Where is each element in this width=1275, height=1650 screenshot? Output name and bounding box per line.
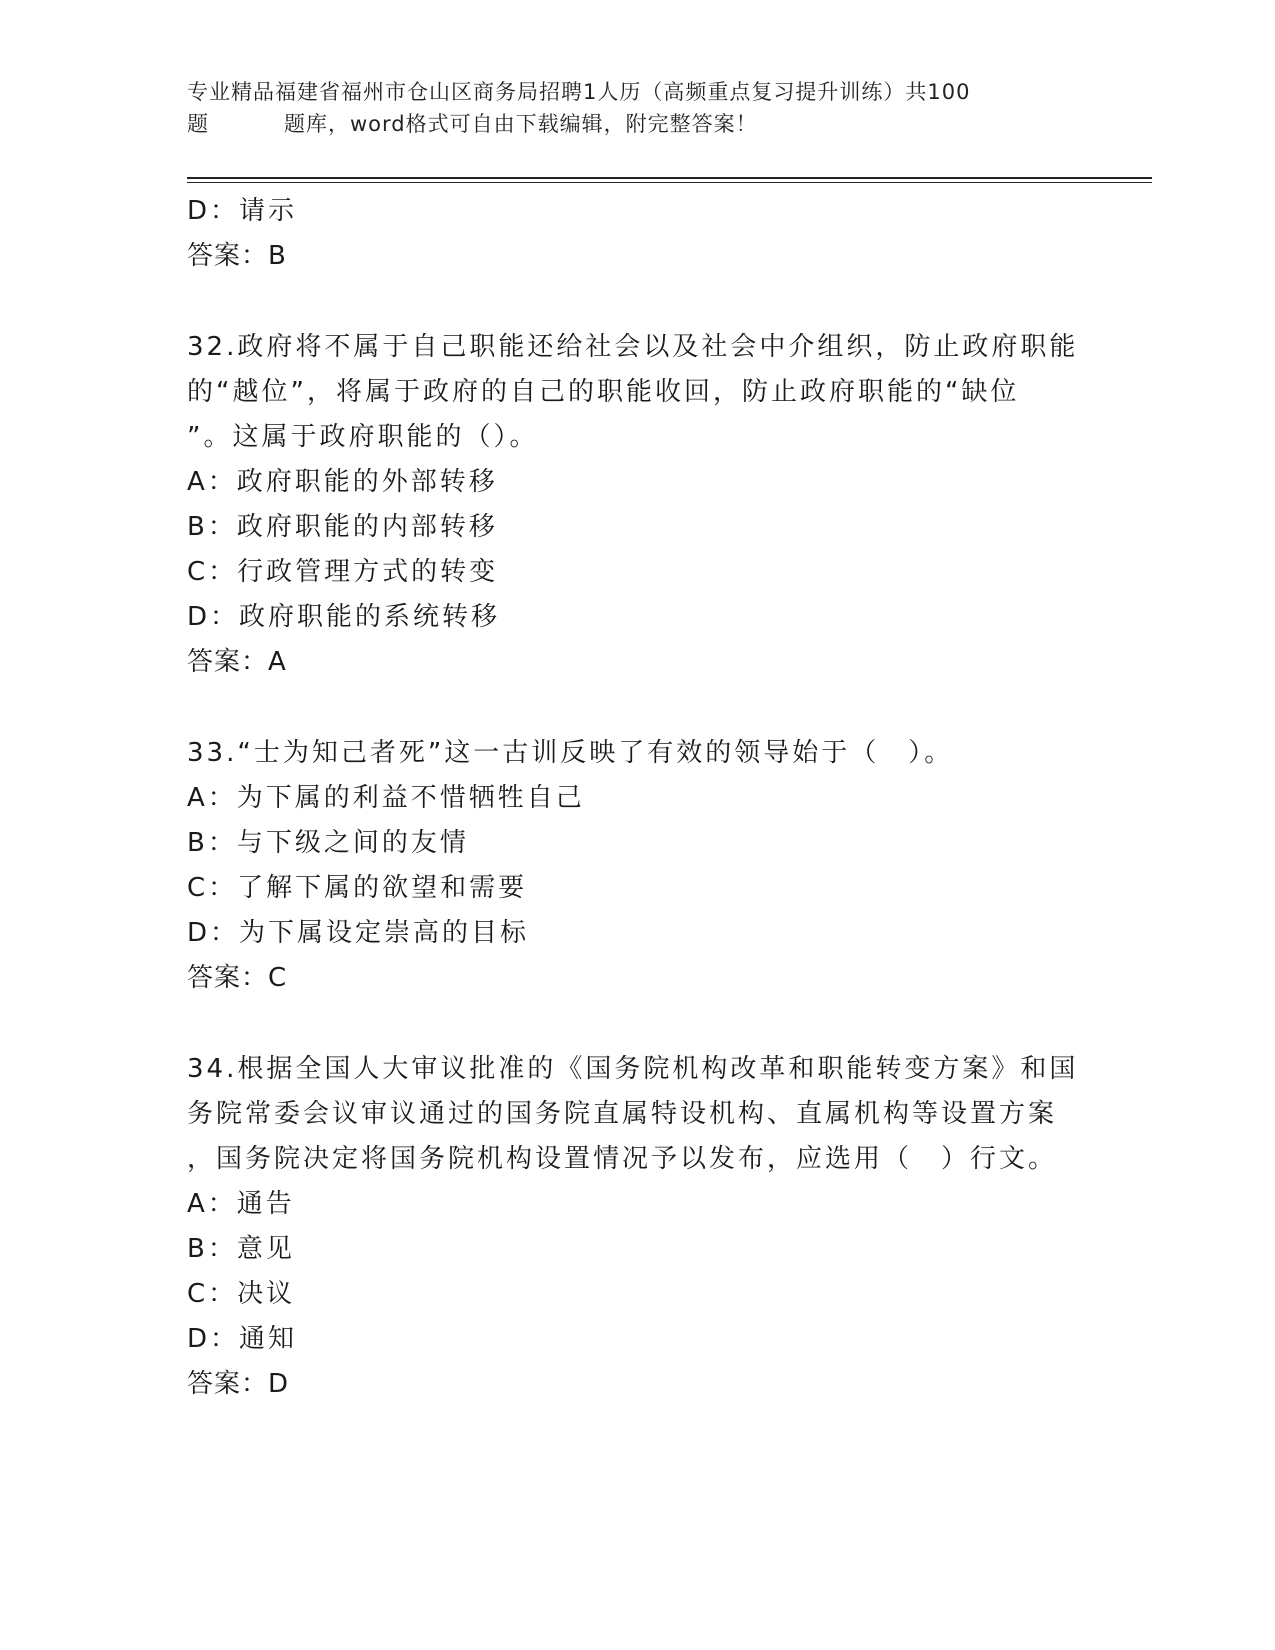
option-b: B：意见 [187,1234,295,1264]
option-a: A：通告 [187,1189,295,1219]
option-d: D：政府职能的系统转移 [187,602,501,632]
question-stem-line: 34.根据全国人大审议批准的《国务院机构改革和职能转变方案》和国 [187,1054,1079,1084]
question-32 [187,325,1087,685]
answer-line: 答案：D [187,1369,290,1399]
header-divider-thick [187,177,1152,179]
option-b: B：政府职能的内部转移 [187,512,498,542]
option-b: B：与下级之间的友情 [187,828,469,858]
question-stem-line: 33.“士为知己者死”这一古训反映了有效的领导始于（ ）。 [187,738,954,768]
header-divider-thin [187,182,1152,183]
question-stem-line: ，国务院决定将国务院机构设置情况予以发布，应选用（ ）行文。 [187,1144,1058,1174]
question-stem-line: ”。这属于政府职能的（）。 [187,422,539,452]
option-c: C：行政管理方式的转变 [187,557,499,587]
question-stem-line: 的“越位”，将属于政府的自己的职能收回，防止政府职能的“缺位 [187,377,1020,407]
question-content [187,189,1087,1407]
question-stem-line: 务院常委会议审议通过的国务院直属特设机构、直属机构等设置方案 [187,1099,1058,1129]
previous-question-tail [187,189,1087,279]
header-title-line-2 [187,108,1087,140]
question-34 [187,1047,1087,1407]
answer-line: 答案：C [187,963,288,993]
option-c: C：了解下属的欲望和需要 [187,873,528,903]
option-d: D：为下属设定崇高的目标 [187,918,530,948]
answer-line: 答案：A [187,647,287,677]
header-title-line-2-end: 题库，word格式可自由下载编辑，附完整答案！ [284,112,758,136]
question-stem-line: 32.政府将不属于自己职能还给社会以及社会中介组织，防止政府职能 [187,332,1079,362]
option-c: C：决议 [187,1279,296,1309]
header-title-line-2-start: 题 [187,112,209,136]
page-header [187,76,1087,140]
option-d: D：通知 [187,1324,298,1354]
answer-line: 答案：B [187,241,287,271]
option-a: A：为下属的利益不惜牺牲自己 [187,783,585,813]
header-title-line-1: 专业精品福建省福州市仓山区商务局招聘1人历（高频重点复习提升训练）共100 [187,80,971,104]
option-d: D：请示 [187,196,298,226]
question-33 [187,731,1087,1001]
option-a: A：政府职能的外部转移 [187,467,498,497]
